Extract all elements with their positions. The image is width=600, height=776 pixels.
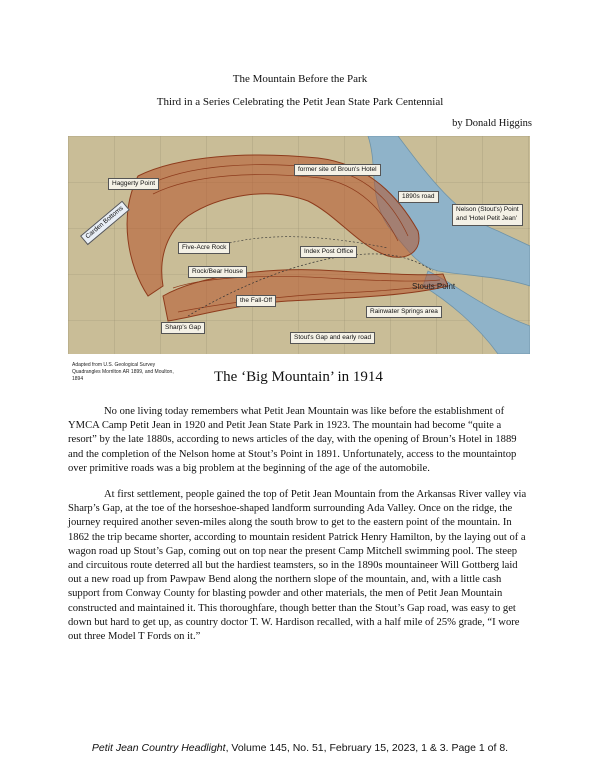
footer-publication: Petit Jean Country Headlight <box>91 742 226 754</box>
label-broun-hotel-site: former site of Broun's Hotel <box>294 164 381 176</box>
label-haggerty-point: Haggerty Point <box>108 178 159 190</box>
label-carden-bottoms: Carden Bottoms <box>80 201 130 245</box>
label-the-fall-off: the Fall-Off <box>236 295 276 307</box>
label-stouts-gap-road: Stout's Gap and early road <box>290 332 375 344</box>
paragraph-1: No one living today remembers what Petit Jean Mountain was like before the establishment of YMCA Camp Petit Jean in 1920 and Petit Jean State Park in 1923. The mountain had become “quite a resort” by the late 1880s, according to news articles of the day, with the opening of Broun’s Hotel in 1889 and the completion of the Nelson home at Stout’s Point in 1891. Unfortunately, access to the mountaintop over primitive roads was a big problem at the beginning of the age of the automobile. <box>68 406 517 474</box>
label-stouts-point: Stouts Point <box>412 282 456 291</box>
article-body <box>68 405 530 656</box>
page-footer <box>0 742 600 754</box>
map-credit: Adapted from U.S. Geological Survey Quadrangles Morrilton AR 1899, and Moulton, 1894 <box>72 362 174 382</box>
paragraph-2: At first settlement, people gained the top of Petit Jean Mountain from the Arkansas River valley via Sharp’s Gap, at the toe of the horseshoe-shaped landform surrounding Ada Valley. Once on the ridge, the journey required another seven-miles along the south brow to get to the eastern point of the mountain. In 1862 the trip became shorter, according to mountain resident Patrick Henry Hamilton, by the laying out of a wagon road up Stout’s Gap, coming out on top near the present Camp Mitchell swimming pool. The steep and circuitous route deterred all but the hardiest teamsters, so in the 1890s mountaineer Will Gottberg laid out a new road up from Pawpaw Bend along the northern slope of the mountain, and, with a little cash support from Conway County for blasting powder and other materials, the men of Petit Jean Mountain constructed and maintained it. This thoroughfare, though better than the Stout’s Gap road, was easy to get down but hard to get up, as country doctor T. W. Hardison recalled, with a half mile of 25% grade, “I wore out three Model T Fords on it.” <box>68 489 527 643</box>
label-nelson-point <box>452 204 523 226</box>
byline: by Donald Higgins <box>452 118 532 129</box>
label-1890s-road: 1890s road <box>398 191 439 203</box>
footer-details: , Volume 145, No. 51, February 15, 2023, 1 & 3. Page 1 of 8. <box>225 742 509 754</box>
label-five-acre-rock: Five-Acre Rock <box>178 242 230 254</box>
article-title: The Mountain Before the Park <box>232 73 368 85</box>
label-nelson-point-line1: Nelson (Stout's) Point <box>456 206 519 213</box>
label-rainwater-springs: Rainwater Springs area <box>366 306 442 318</box>
label-rock-bear-house: Rock/Bear House <box>188 266 247 278</box>
label-index-post-office: Index Post Office <box>300 246 357 258</box>
historic-map-figure <box>68 136 530 354</box>
article-subtitle: Third in a Series Celebrating the Petit Jean State Park Centennial <box>156 96 444 108</box>
figure-caption: The ‘Big Mountain’ in 1914 <box>214 369 383 385</box>
label-nelson-point-line2: and 'Hotel Petit Jean' <box>456 214 518 222</box>
label-sharps-gap: Sharp's Gap <box>161 322 205 334</box>
